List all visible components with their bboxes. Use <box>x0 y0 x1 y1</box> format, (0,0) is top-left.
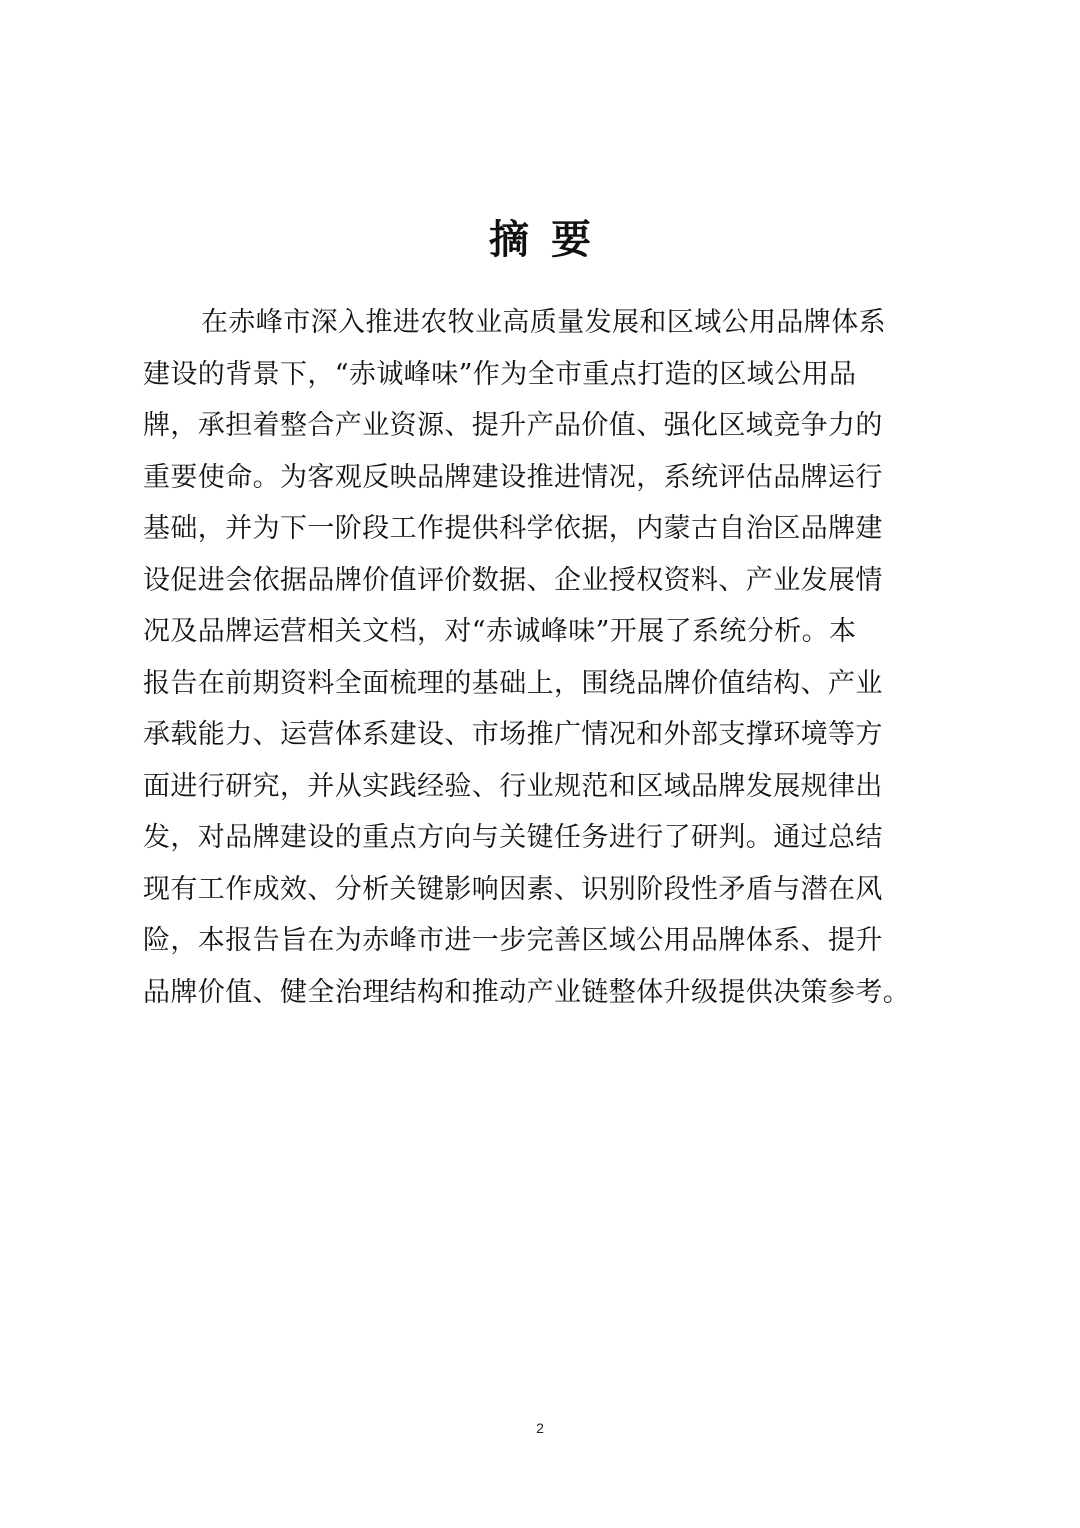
paragraph-line: 在赤峰市深入推进农牧业高质量发展和区域公用品牌体系 <box>201 307 886 338</box>
paragraph-line: 面进行研究，并从实践经验、行业规范和区域品牌发展规律出 <box>143 770 883 802</box>
page-title: 摘要 <box>489 217 613 263</box>
abstract-paragraph <box>143 297 933 1018</box>
paragraph-line: 承载能力、运营体系建设、市场推广情况和外部支撑环境等方 <box>143 719 883 750</box>
paragraph-line: 品牌价值、健全治理结构和推动产业链整体升级提供决策参考。 <box>143 976 911 1008</box>
paragraph-line: 险，本报告旨在为赤峰市进一步完善区域公用品牌体系、提升 <box>143 925 883 956</box>
paragraph-line: 重要使命。为客观反映品牌建设推进情况，系统评估品牌运行 <box>143 461 883 493</box>
paragraph-line: 报告在前期资料全面梳理的基础上，围绕品牌价值结构、产业 <box>143 667 883 699</box>
page-number: 2 <box>536 1420 544 1436</box>
paragraph-line: 发，对品牌建设的重点方向与关键任务进行了研判。通过总结 <box>143 822 883 853</box>
paragraph-line: 牌，承担着整合产业资源、提升产品价值、强化区域竞争力的 <box>143 410 883 441</box>
paragraph-line: 设促进会依据品牌价值评价数据、企业授权资料、产业发展情 <box>143 564 883 596</box>
paragraph-line: 基础，并为下一阶段工作提供科学依据，内蒙古自治区品牌建 <box>143 513 883 544</box>
paragraph-line: 况及品牌运营相关文档，对“赤诚峰味”开展了系统分析。本 <box>143 616 857 647</box>
paragraph-line: 建设的背景下，“赤诚峰味”作为全市重点打造的区域公用品 <box>143 358 857 390</box>
paragraph-line: 现有工作成效、分析关键影响因素、识别阶段性矛盾与潜在风 <box>143 873 883 905</box>
